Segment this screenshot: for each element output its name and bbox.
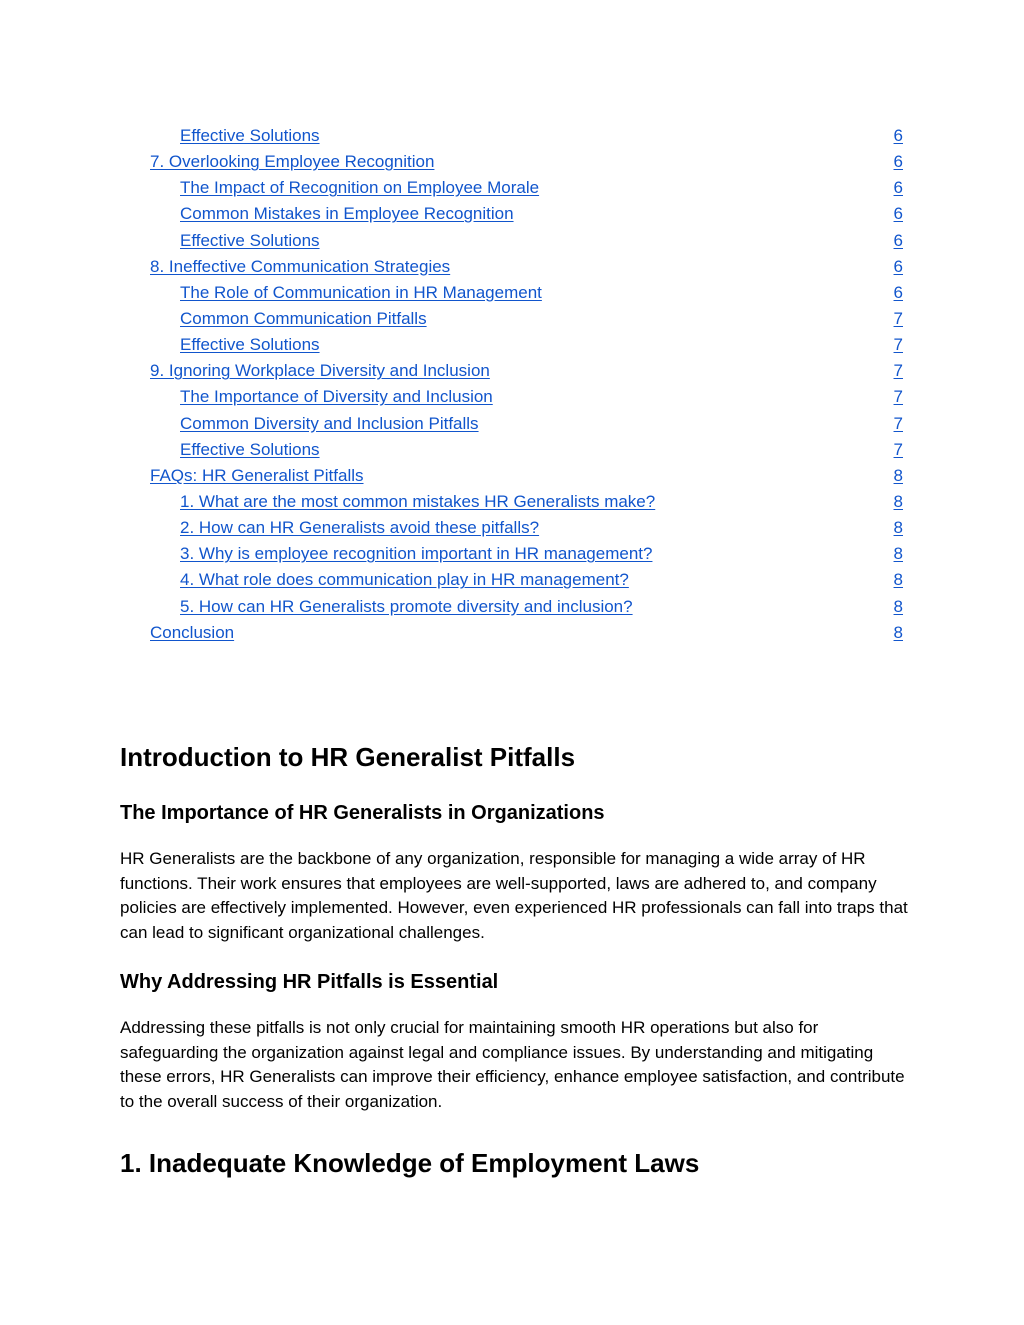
toc-link-page-number: 7 [893,387,903,407]
toc-link-title: Effective Solutions [180,335,320,355]
toc-link-page-number: 7 [893,335,903,355]
importance-paragraph: HR Generalists are the backbone of any organization, responsible for managing a wide array of HR functions. Their work ensures that employees are well-supported, laws are adhered to, and company policies are effectively implemented. However, even experienced HR professionals can fall into traps that can lead to significant organizational challenges. [120,849,908,942]
toc-link-title: The Importance of Diversity and Inclusion [180,387,493,407]
toc-link-page-number: 6 [893,204,903,224]
toc-link-title: 4. What role does communication play in HR management? [180,570,629,590]
toc-link-page-number: 6 [893,126,903,145]
toc-link-page-number: 7 [893,439,903,459]
toc-link[interactable] [150,177,903,203]
toc-link-page-number: 6 [893,152,903,172]
toc-link[interactable] [150,596,903,622]
table-of-contents [150,125,903,648]
toc-link-page-number: 8 [893,596,903,616]
why-paragraph: Addressing these pitfalls is not only crucial for maintaining smooth HR operations but also for safeguarding the organization against legal and compliance issues. By understanding and mitigating these errors, HR Generalists can improve their efficiency, enhance employee satisfaction, and contribute to the overall success of their organization. [120,1018,905,1111]
toc-link[interactable] [150,543,903,569]
intro-heading: Introduction to HR Generalist Pitfalls [120,742,576,772]
intro-heading-block [120,741,910,773]
importance-heading-block [120,800,910,826]
toc-link[interactable] [150,230,903,256]
toc-link[interactable] [150,569,903,595]
toc-link-title: 7. Overlooking Employee Recognition [150,152,435,172]
toc-link-title: 9. Ignoring Workplace Diversity and Inclusion [150,361,490,381]
toc-link-title: Common Mistakes in Employee Recognition [180,204,514,224]
toc-link-page-number: 7 [893,308,903,328]
toc-link[interactable] [150,465,903,491]
toc-link-title: The Impact of Recognition on Employee Morale [180,178,540,198]
toc-link-title: 8. Ineffective Communication Strategies [150,256,451,276]
toc-link-page-number: 7 [893,413,903,433]
toc-link-page-number: 8 [893,518,903,538]
toc-link-title: Conclusion [150,622,235,642]
toc-link[interactable] [150,282,903,308]
toc-link-title: Effective Solutions [180,439,320,459]
toc-link-page-number: 6 [893,178,903,198]
section1-heading-block [120,1147,910,1179]
toc-link-title: Common Diversity and Inclusion Pitfalls [180,413,479,433]
toc-link[interactable] [150,360,903,386]
section1-heading: 1. Inadequate Knowledge of Employment Laws [120,1148,700,1178]
toc-link-page-number: 6 [893,256,903,276]
toc-link-page-number: 6 [893,282,903,302]
toc-link-title: Common Communication Pitfalls [180,308,427,328]
toc-link-page-number: 8 [893,570,903,590]
toc-link-page-number: 7 [893,361,903,381]
toc-link[interactable] [150,203,903,229]
toc-link-title: Effective Solutions [180,230,320,250]
toc-link-page-number: 6 [893,230,903,250]
toc-link[interactable] [150,256,903,282]
toc-link-title: Effective Solutions [180,126,320,145]
toc-link[interactable] [150,151,903,177]
toc-link-title: FAQs: HR Generalist Pitfalls [150,465,364,485]
toc-link-title: 3. Why is employee recognition important in HR management? [180,544,653,564]
toc-link[interactable] [150,491,903,517]
toc-list [150,125,903,648]
toc-link[interactable] [150,622,903,648]
toc-link-title: 1. What are the most common mistakes HR Generalists make? [180,491,656,511]
toc-link[interactable] [150,413,903,439]
toc-link-page-number: 8 [893,491,903,511]
why-heading-block [120,969,910,995]
why-paragraph-block [120,1016,910,1114]
importance-paragraph-block [120,847,910,945]
toc-link-page-number: 8 [893,544,903,564]
toc-link[interactable] [150,125,903,151]
toc-link-title: 2. How can HR Generalists avoid these pitfalls? [180,518,540,538]
toc-link-title: 5. How can HR Generalists promote diversity and inclusion? [180,596,633,616]
toc-link-title: The Role of Communication in HR Management [180,282,542,302]
importance-heading: The Importance of HR Generalists in Organizations [120,802,605,824]
toc-link[interactable] [150,386,903,412]
why-heading: Why Addressing HR Pitfalls is Essential [120,971,499,993]
toc-link-page-number: 8 [893,622,903,642]
toc-link[interactable] [150,439,903,465]
toc-link[interactable] [150,308,903,334]
toc-link[interactable] [150,334,903,360]
toc-link-page-number: 8 [893,465,903,485]
toc-link[interactable] [150,517,903,543]
